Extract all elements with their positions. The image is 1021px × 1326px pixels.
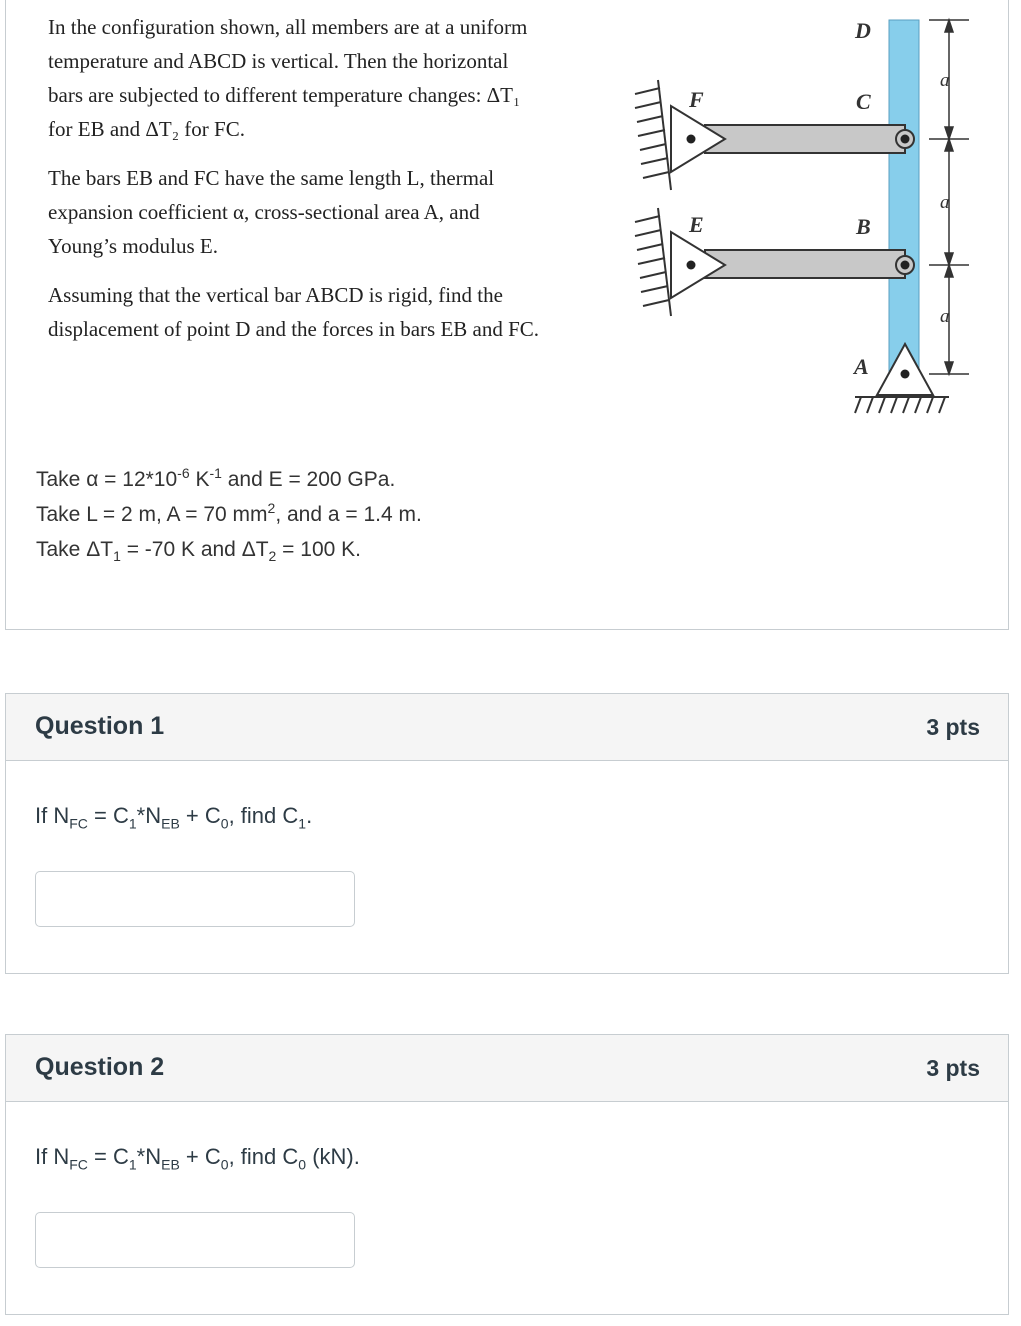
wall-support-upper: [635, 80, 671, 190]
structure-figure: [623, 8, 973, 438]
question-1-title: Question 1: [35, 712, 165, 740]
label-b: B: [856, 214, 871, 239]
question-1-answer-input[interactable]: [35, 871, 355, 927]
pin-e-dot: [687, 261, 696, 270]
question-2-title: Question 2: [35, 1053, 165, 1081]
pin-f-dot: [687, 135, 696, 144]
vertical-bar-abcd: [889, 20, 919, 376]
problem-card: [5, 0, 1009, 630]
label-d: D: [855, 18, 871, 43]
problem-statement: [48, 10, 608, 361]
dimension-label-a2: a: [940, 192, 950, 213]
label-a: A: [854, 354, 869, 379]
label-c: C: [856, 89, 871, 114]
pin-support-f: [671, 106, 725, 172]
given-line-l-a: Take L = 2 m, A = 70 $mm^2$, and a = 1.4 m.: [36, 500, 422, 526]
question-1-header: [6, 694, 1008, 761]
question-1-points: 3 pts: [926, 714, 980, 740]
wall-support-lower: [635, 208, 671, 316]
problem-paragraph-2: The bars EB and FC have the same length L, thermal expansion coefficient α, cross-sectional area A, and Young’s modulus E.: [48, 166, 495, 258]
question-2-answer-input[interactable]: [35, 1212, 355, 1268]
dimension-label-a1: a: [940, 70, 950, 91]
problem-paragraph-1: In the configuration shown, all members are at a uniform temperature and ABCD is vertical. Then the horizontal bars are subjected to different temperature changes: ΔT₁ for EB and ΔT₂ for FC.: [48, 15, 528, 141]
given-values: [36, 462, 422, 567]
joint-c-dot: [901, 135, 910, 144]
bar-eb: [705, 250, 905, 278]
pin-support-e: [671, 232, 725, 298]
bar-fc: [705, 125, 905, 153]
question-2-points: 3 pts: [926, 1055, 980, 1081]
question-2-text: If $N_{FC} = C_1*N_{EB} + C_0$, find $C_0$ (kN).: [35, 1144, 360, 1173]
given-line-delta-t: Take $\Delta T_1 = -70$ K and $\Delta T_2 = 100$ K.: [36, 538, 361, 565]
question-1-text: If $N_{FC} = C_1*N_{EB} + C_0$, find $C_1$.: [35, 803, 313, 832]
question-1-card: [5, 693, 1009, 974]
joint-b-dot: [901, 261, 910, 270]
question-2-header: [6, 1035, 1008, 1102]
question-2-card: [5, 1034, 1009, 1315]
label-e: E: [689, 212, 704, 237]
problem-paragraph-3: Assuming that the vertical bar ABCD is rigid, find the displacement of point D and the forces in bars EB and FC.: [48, 283, 540, 341]
dimension-label-a3: a: [940, 306, 950, 327]
pin-support-a: [855, 344, 949, 413]
label-f: F: [689, 87, 704, 112]
given-line-alpha-e: Take $\alpha = 12*10^{-6}$ $K^{-1}$ and E = 200 GPa.: [36, 465, 396, 491]
